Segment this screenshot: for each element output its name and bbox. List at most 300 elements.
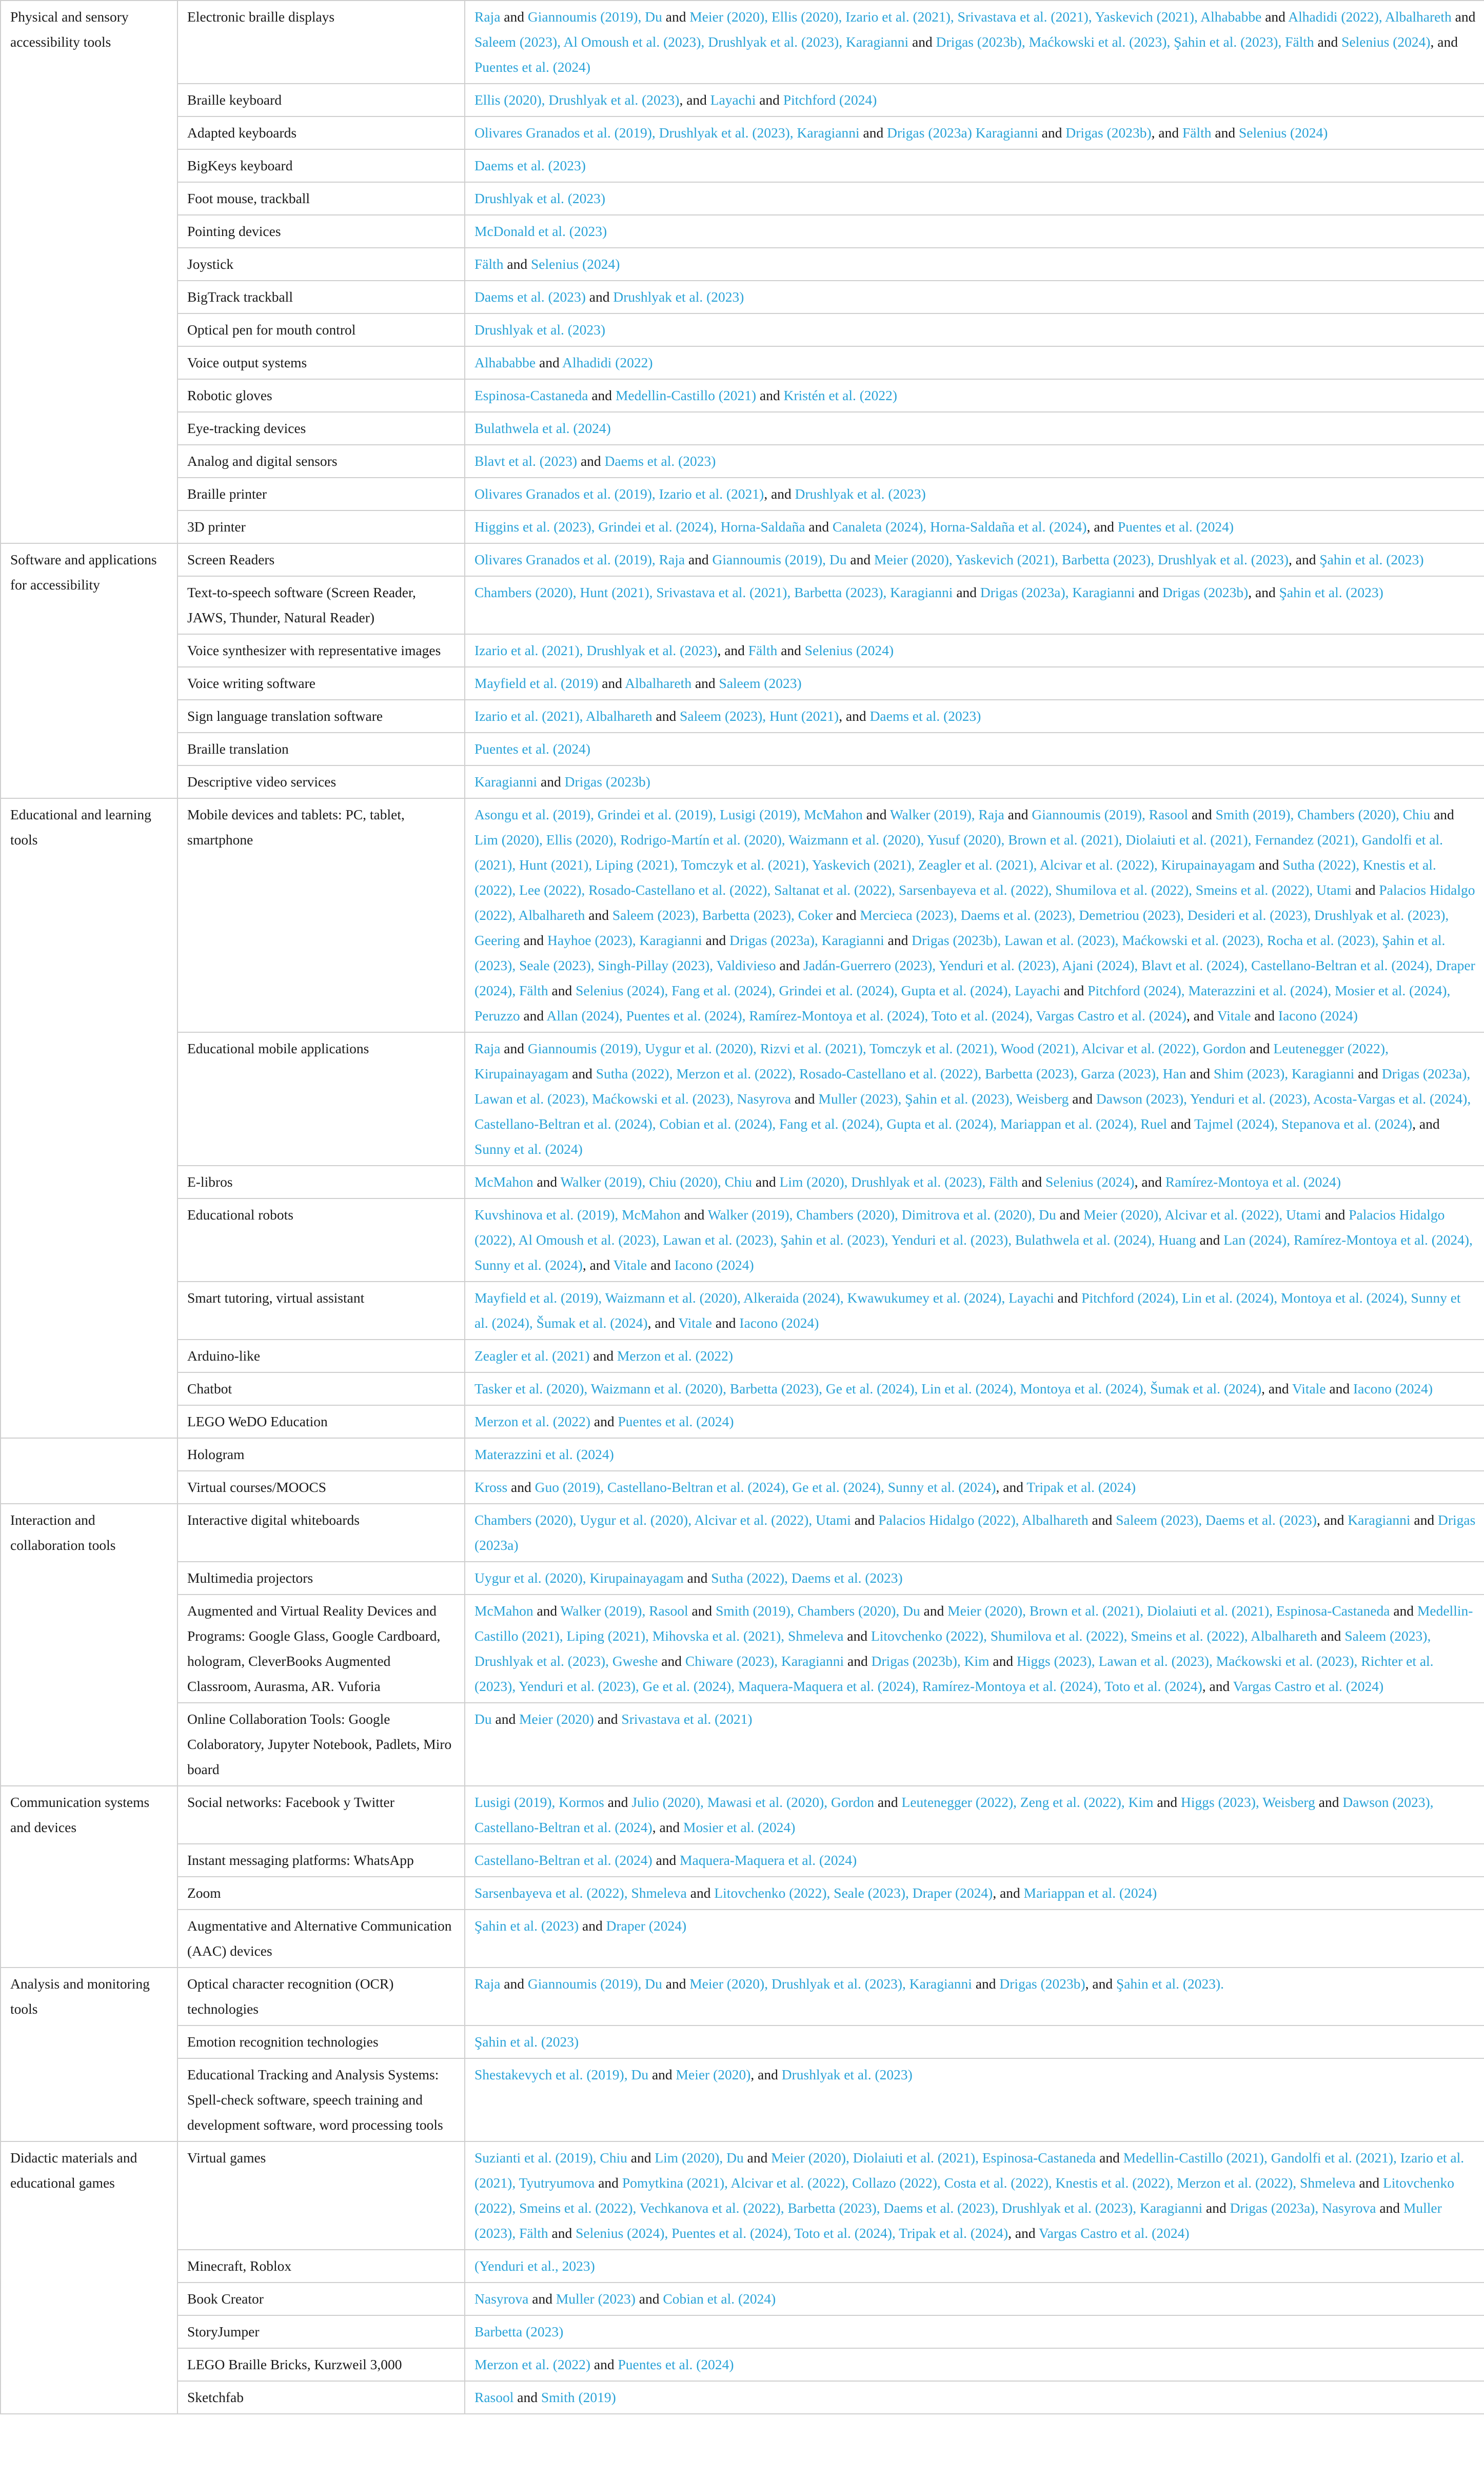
conjunction-text: and bbox=[536, 355, 563, 370]
citation-link[interactable]: Bulathwela et al. (2024) bbox=[474, 420, 611, 436]
references-cell[interactable] bbox=[465, 2250, 1484, 2283]
references-cell[interactable] bbox=[465, 1, 1484, 84]
citation-link[interactable]: Selenius (2024), Fang et al. (2024), Grindei et al. (2024), Gupta et al. (2024), Layachi bbox=[576, 982, 1060, 998]
citation-link[interactable]: Pomytkina (2021), Alcivar et al. (2022), Collazo (2022), Costa et al. (2022), Knestis et al. (2022), Merzon et al. (2022), Shmeleva bbox=[622, 2175, 1356, 2191]
references-cell[interactable] bbox=[465, 765, 1484, 798]
tool-cell: Virtual courses/MOOCS bbox=[177, 1471, 465, 1504]
references-cell[interactable] bbox=[465, 248, 1484, 281]
citation-link[interactable]: Materazzini et al. (2024) bbox=[474, 1446, 614, 1462]
citation-link[interactable]: Julio (2020), Mawasi et al. (2020), Gordon bbox=[631, 1794, 875, 1810]
citation-link[interactable]: Medellin-Castillo (2021), Gandolfi et al. (2021), Izario et al. (2021), Tyutryumova bbox=[474, 2150, 1465, 2191]
conjunction-text: , and bbox=[717, 642, 748, 658]
references-cell[interactable] bbox=[465, 2058, 1484, 2141]
citation-link[interactable]: Şahin et al. (2023) bbox=[1319, 552, 1424, 567]
citation-link[interactable]: Sarsenbayeva et al. (2022), Shmeleva bbox=[474, 1885, 687, 1901]
citation-link[interactable]: Puentes et al. (2024) bbox=[474, 59, 591, 75]
tool-cell: Arduino-like bbox=[177, 1340, 465, 1372]
citation-link[interactable]: Puentes et al. (2024) bbox=[618, 1413, 734, 1429]
citation-link[interactable]: Karagianni bbox=[1348, 1512, 1411, 1528]
citation-link[interactable]: Saleem (2023), Daems et al. (2023) bbox=[1116, 1512, 1317, 1528]
citation-link[interactable]: Sunny et al. (2024) bbox=[474, 1141, 583, 1157]
citation-link[interactable]: Meier (2020), Drushlyak et al. (2023), Karagianni bbox=[689, 1976, 972, 1992]
citation-link[interactable]: Sutha (2022), Knestis et al. (2022), Lee (2022), Rosado-Castellano et al. (2022), Saltanat et al. (2022), Sarsenbayeva et al. (2022), Shumilova et al. (2022), Smeins et al. (2022), Utami bbox=[474, 857, 1436, 898]
references-cell[interactable] bbox=[465, 1786, 1484, 1844]
conjunction-text: , and bbox=[1261, 1381, 1292, 1397]
citation-link[interactable]: Uygur et al. (2020), Kirupainayagam bbox=[474, 1570, 684, 1586]
citation-link[interactable]: McDonald et al. (2023) bbox=[474, 223, 607, 239]
references-cell[interactable] bbox=[465, 543, 1484, 576]
citation-link[interactable]: Selenius (2024), Puentes et al. (2024), Toto et al. (2024), Tripak et al. (2024) bbox=[576, 2225, 1008, 2241]
citation-link[interactable]: Şahin et al. (2023) bbox=[1279, 584, 1383, 600]
citation-link[interactable]: Lim (2020), Du bbox=[655, 2150, 744, 2166]
citation-link[interactable]: Şahin et al. (2023) bbox=[474, 2034, 579, 2050]
citation-link[interactable]: Ellis (2020), Drushlyak et al. (2023) bbox=[474, 92, 680, 108]
conjunction-text: and bbox=[1054, 1290, 1082, 1306]
citation-link[interactable]: Chambers (2020), Uygur et al. (2020), Alcivar et al. (2022), Utami bbox=[474, 1512, 851, 1528]
citation-link[interactable]: Vargas Castro et al. (2024) bbox=[1038, 2225, 1190, 2241]
references-cell[interactable] bbox=[465, 1504, 1484, 1562]
citation-link[interactable]: Tripak et al. (2024) bbox=[1026, 1479, 1136, 1495]
references-cell[interactable] bbox=[465, 478, 1484, 510]
citation-link[interactable]: Medellin-Castillo (2021) bbox=[615, 387, 757, 403]
table-row bbox=[1, 84, 1484, 116]
citation-link[interactable]: Higgs (2023), Lawan et al. (2023), Maćkowski et al. (2023), Richter et al. (2023), Yenduri et al. (2023), Ge et al. (2024), Maquera-Maquera et al. (2024), Ramírez-Montoya et al. (2024), Toto et al. (2024) bbox=[474, 1653, 1434, 1694]
tool-cell: Optical character recognition (OCR) technologies bbox=[177, 1968, 465, 2025]
conjunction-text: and bbox=[844, 1653, 872, 1669]
citation-link[interactable]: Kross bbox=[474, 1479, 508, 1495]
tool-cell: Online Collaboration Tools: Google Colaboratory, Jupyter Notebook, Padlets, Miro board bbox=[177, 1703, 465, 1786]
conjunction-text: and bbox=[590, 2356, 618, 2372]
conjunction-text: , and bbox=[1430, 34, 1458, 50]
citation-link[interactable]: Du bbox=[474, 1711, 492, 1727]
tool-cell: Interactive digital whiteboards bbox=[177, 1504, 465, 1562]
references-cell[interactable] bbox=[465, 1372, 1484, 1405]
conjunction-text: , and bbox=[1202, 1678, 1233, 1694]
conjunction-text: and bbox=[862, 807, 890, 822]
references-cell[interactable] bbox=[465, 1438, 1484, 1471]
citation-link[interactable]: Higgs (2023), Weisberg bbox=[1181, 1794, 1315, 1810]
references-cell[interactable] bbox=[465, 313, 1484, 346]
citation-link[interactable]: Mariappan et al. (2024) bbox=[1023, 1885, 1157, 1901]
tool-cell: Emotion recognition technologies bbox=[177, 2025, 465, 2058]
citation-link[interactable]: Allan (2024), Puentes et al. (2024), Ramírez-Montoya et al. (2024), Toto et al. (2024), Vargas Castro et al. (2024) bbox=[546, 1008, 1187, 1024]
citation-link[interactable]: Iacono (2024) bbox=[1278, 1008, 1358, 1024]
citation-link[interactable]: Dawson (2023), Castellano-Beltran et al. (2024) bbox=[474, 1794, 1434, 1835]
references-cell[interactable] bbox=[465, 2348, 1484, 2381]
citation-link[interactable]: Sutha (2022), Daems et al. (2023) bbox=[711, 1570, 903, 1586]
citation-link[interactable]: Drigas (2023b) bbox=[1065, 125, 1152, 141]
citation-link[interactable]: Litovchenko (2022), Smeins et al. (2022), Vechkanova et al. (2022), Barbetta (2023), Daems et al. (2023), Drushlyak et al. (2023), Karagianni bbox=[474, 2175, 1454, 2216]
references-cell[interactable] bbox=[465, 733, 1484, 765]
citation-link[interactable]: Fälth bbox=[474, 256, 504, 272]
citation-link[interactable]: Kristén et al. (2022) bbox=[783, 387, 898, 403]
citation-link[interactable]: Vitale bbox=[1292, 1381, 1326, 1397]
citation-link[interactable]: Nasyrova bbox=[474, 2291, 529, 2307]
citation-link[interactable]: Walker (2019), Chambers (2020), Dimitrova et al. (2020), Du bbox=[707, 1207, 1056, 1223]
citation-link[interactable]: Lim (2020), Ellis (2020), Rodrigo-Martín et al. (2020), Waizmann et al. (2020), Yusuf (2020), Brown et al. (2021), Diolaiuti et al. (2021), Fernandez (2021), Gandolfi et al. (2021), Hunt (2021), Liping (2021), Tomczyk et al. (2021), Yaskevich (2021), Zeagler et al. (2021), Alcivar et al. (2022), Kirupainayagam bbox=[474, 832, 1443, 873]
citation-link[interactable]: Alhadidi (2022) bbox=[562, 355, 653, 370]
conjunction-text: and bbox=[647, 1257, 675, 1273]
references-cell[interactable] bbox=[465, 1877, 1484, 1910]
conjunction-text: , and bbox=[1085, 1976, 1117, 1992]
citation-link[interactable]: Giannoumis (2019), Du bbox=[527, 1976, 662, 1992]
citation-link[interactable]: McMahon bbox=[474, 1603, 533, 1619]
references-cell[interactable] bbox=[465, 379, 1484, 412]
citation-link[interactable]: Smith (2019), Chambers (2020), Chiu bbox=[1215, 807, 1431, 822]
citation-link[interactable]: Litovchenko (2022), Seale (2023), Draper (2024) bbox=[714, 1885, 993, 1901]
citation-link[interactable]: Muller (2023), Fälth bbox=[474, 2200, 1442, 2241]
citation-link[interactable]: Raja bbox=[474, 1040, 501, 1056]
table-row bbox=[1, 116, 1484, 149]
citation-link[interactable]: Chambers (2020), Hunt (2021), Srivastava et al. (2021), Barbetta (2023), Karagianni bbox=[474, 584, 953, 600]
citation-link[interactable]: Canaleta (2024), Horna-Saldaña et al. (2024) bbox=[833, 519, 1087, 535]
citation-link[interactable]: Merzon et al. (2022) bbox=[617, 1348, 733, 1364]
conjunction-text: and bbox=[686, 1885, 715, 1901]
citation-link[interactable]: Izario et al. (2021), Drushlyak et al. (2023) bbox=[474, 642, 718, 658]
conjunction-text: and bbox=[520, 1008, 547, 1024]
tool-cell: Screen Readers bbox=[177, 543, 465, 576]
citation-link[interactable]: Zeagler et al. (2021) bbox=[474, 1348, 590, 1364]
references-cell[interactable] bbox=[465, 1844, 1484, 1877]
citation-link[interactable]: Drushlyak et al. (2023) bbox=[613, 289, 744, 305]
references-cell[interactable] bbox=[465, 1910, 1484, 1968]
conjunction-text: and bbox=[1351, 882, 1379, 898]
citation-link[interactable]: Drigas (2023a), Lawan et al. (2023), Maćkowski et al. (2023), Nasyrova bbox=[474, 1066, 1471, 1107]
citation-link[interactable]: Selenius (2024) bbox=[1045, 1174, 1135, 1190]
references-cell[interactable] bbox=[465, 798, 1484, 1032]
citation-link[interactable]: Vitale bbox=[1217, 1008, 1251, 1024]
citation-link[interactable]: Daems et al. (2023) bbox=[474, 158, 586, 173]
citation-link[interactable]: Drigas (2023b) bbox=[564, 774, 650, 790]
citation-link[interactable]: (Yenduri et al., 2023) bbox=[474, 2258, 595, 2274]
conjunction-text: and bbox=[579, 1918, 606, 1934]
conjunction-text: and bbox=[846, 552, 875, 567]
citation-link[interactable]: Suzianti et al. (2019), Chiu bbox=[474, 2150, 627, 2166]
citation-link[interactable]: Drushlyak et al. (2023) bbox=[795, 486, 926, 502]
conjunction-text: and bbox=[752, 1174, 780, 1190]
citation-link[interactable]: Merzon et al. (2022) bbox=[474, 1413, 591, 1429]
citation-link[interactable]: Puentes et al. (2024) bbox=[618, 2356, 734, 2372]
conjunction-text: and bbox=[1410, 1512, 1438, 1528]
table-row bbox=[1, 2381, 1484, 2414]
citation-link[interactable]: Maquera-Maquera et al. (2024) bbox=[680, 1852, 857, 1868]
citation-link[interactable]: Asongu et al. (2019), Grindei et al. (2019), Lusigi (2019), McMahon bbox=[474, 807, 863, 822]
references-cell[interactable] bbox=[465, 2283, 1484, 2315]
citation-link[interactable]: Albalhareth bbox=[625, 675, 692, 691]
citation-link[interactable]: Vitale bbox=[613, 1257, 647, 1273]
citation-link[interactable]: McMahon bbox=[474, 1174, 533, 1190]
citation-link[interactable]: Vitale bbox=[678, 1315, 712, 1331]
citation-link[interactable]: Selenius (2024) bbox=[531, 256, 620, 272]
references-cell[interactable] bbox=[465, 182, 1484, 215]
references-cell[interactable] bbox=[465, 1595, 1484, 1703]
citation-link[interactable]: Giannoumis (2019), Uygur et al. (2020), Rizvi et al. (2021), Tomczyk et al. (2021), Wood (2021), Alcivar et al. (2022), Gordon bbox=[527, 1040, 1246, 1056]
table-row bbox=[1, 1438, 1484, 1471]
citation-link[interactable]: Meier (2020), Diolaiuti et al. (2021), Espinosa-Castaneda bbox=[771, 2150, 1096, 2166]
references-cell[interactable] bbox=[465, 215, 1484, 248]
citation-link[interactable]: Drigas (2023a), Karagianni bbox=[980, 584, 1135, 600]
tool-cell: Sketchfab bbox=[177, 2381, 465, 2414]
references-cell[interactable] bbox=[465, 1166, 1484, 1198]
table-row bbox=[1, 412, 1484, 445]
references-cell[interactable] bbox=[465, 510, 1484, 543]
citation-link[interactable]: Drushlyak et al. (2023) bbox=[781, 2067, 913, 2082]
citation-link[interactable]: Smith (2019), Chambers (2020), Du bbox=[716, 1603, 920, 1619]
citation-link[interactable]: Drigas (2023a), Nasyrova bbox=[1230, 2200, 1376, 2216]
conjunction-text: and bbox=[1186, 1066, 1214, 1081]
citation-link[interactable]: Tasker et al. (2020), Waizmann et al. (2020), Barbetta (2023), Ge et al. (2024), Lin et al. (2024), Montoya et al. (2024), Šumak et al. (2024) bbox=[474, 1381, 1262, 1397]
table-row bbox=[1, 2348, 1484, 2381]
references-cell[interactable] bbox=[465, 2141, 1484, 2250]
conjunction-text: and bbox=[920, 1603, 948, 1619]
citation-link[interactable]: Shim (2023), Karagianni bbox=[1214, 1066, 1355, 1081]
references-cell[interactable] bbox=[465, 1198, 1484, 1282]
references-cell[interactable] bbox=[465, 445, 1484, 478]
citation-link[interactable]: Drigas (2023b) bbox=[999, 1976, 1085, 1992]
citation-link[interactable]: Saleem (2023), Barbetta (2023), Coker bbox=[612, 907, 833, 923]
citation-link[interactable]: Saleem (2023), Hunt (2021) bbox=[680, 708, 839, 724]
citation-link[interactable]: Daems et al. (2023) bbox=[474, 289, 586, 305]
citation-link[interactable]: Espinosa-Castaneda bbox=[474, 387, 588, 403]
citation-link[interactable]: Walker (2019), Raja bbox=[889, 807, 1004, 822]
citation-link[interactable]: Kuvshinova et al. (2019), McMahon bbox=[474, 1207, 681, 1223]
citation-link[interactable]: Mayfield et al. (2019) bbox=[474, 675, 599, 691]
citation-link[interactable]: Alhababbe bbox=[474, 355, 536, 370]
citation-link[interactable]: Daems et al. (2023) bbox=[869, 708, 981, 724]
citation-link[interactable]: Saleem (2023) bbox=[719, 675, 802, 691]
citation-link[interactable]: Smith (2019) bbox=[541, 2389, 616, 2405]
table-row bbox=[1, 149, 1484, 182]
table-body bbox=[1, 1, 1484, 2414]
citation-link[interactable]: Drigas (2023a), Karagianni bbox=[729, 932, 884, 948]
citation-link[interactable]: Hayhoe (2023), Karagianni bbox=[547, 932, 702, 948]
citation-link[interactable]: Blavt et al. (2023) bbox=[474, 453, 578, 469]
citation-link[interactable]: Izario et al. (2021), Albalhareth bbox=[474, 708, 652, 724]
citation-link[interactable]: Pitchford (2024) bbox=[783, 92, 877, 108]
citation-link[interactable]: Meier (2020), Ellis (2020), Izario et al. (2021), Srivastava et al. (2021), Yaskevich (2021), Alhababbe bbox=[689, 9, 1262, 25]
references-cell[interactable] bbox=[465, 1471, 1484, 1504]
table-row bbox=[1, 1166, 1484, 1198]
conjunction-text: and bbox=[593, 1711, 622, 1727]
tool-cell: E-libros bbox=[177, 1166, 465, 1198]
conjunction-text: and bbox=[859, 125, 887, 141]
conjunction-text: and bbox=[513, 2389, 541, 2405]
references-cell[interactable] bbox=[465, 1968, 1484, 2025]
conjunction-text: and bbox=[1255, 857, 1283, 873]
conjunction-text: and bbox=[585, 907, 612, 923]
references-cell[interactable] bbox=[465, 116, 1484, 149]
citation-link[interactable]: Meier (2020) bbox=[519, 1711, 594, 1727]
references-cell[interactable] bbox=[465, 1405, 1484, 1438]
references-cell[interactable] bbox=[465, 1340, 1484, 1372]
conjunction-text: and bbox=[688, 1603, 716, 1619]
references-cell[interactable] bbox=[465, 2025, 1484, 2058]
conjunction-text: , and bbox=[839, 708, 870, 724]
citation-link[interactable]: Layachi bbox=[710, 92, 756, 108]
citation-link[interactable]: Iacono (2024) bbox=[739, 1315, 819, 1331]
references-cell[interactable] bbox=[465, 576, 1484, 634]
citation-link[interactable]: Shestakevych et al. (2019), Du bbox=[474, 2067, 649, 2082]
tool-cell: BigTrack trackball bbox=[177, 281, 465, 313]
conjunction-text: and bbox=[1251, 1008, 1278, 1024]
references-cell[interactable] bbox=[465, 634, 1484, 667]
citation-link[interactable]: Drigas (2023b), Kim bbox=[871, 1653, 990, 1669]
citation-link[interactable]: Giannoumis (2019), Du bbox=[712, 552, 847, 567]
citation-link[interactable]: Pitchford (2024), Materazzini et al. (2024), Mosier et al. (2024), Peruzzo bbox=[474, 982, 1451, 1024]
citation-link[interactable]: Castellano-Beltran et al. (2024) bbox=[474, 1852, 652, 1868]
citation-link[interactable]: Dawson (2023), Yenduri et al. (2023), Acosta-Vargas et al. (2024), Castellano-Beltran et al. (2024), Cobian et al. (2024), Fang et al. (2024), Gupta et al. (2024), Mariappan et al. (2024), Ruel bbox=[474, 1091, 1471, 1132]
citation-link[interactable]: Chiware (2023), Karagianni bbox=[685, 1653, 844, 1669]
citation-link[interactable]: Drigas (2023a) Karagianni bbox=[887, 125, 1038, 141]
citation-link[interactable]: Drigas (2023b) bbox=[1162, 584, 1249, 600]
citation-link[interactable]: Mercieca (2023), Daems et al. (2023), Demetriou (2023), Desideri et al. (2023), Drushlyak et al. (2023), Geering bbox=[474, 907, 1449, 948]
citation-link[interactable]: Pitchford (2024), Lin et al. (2024), Montoya et al. (2024), Sunny et al. (2024), Šumak et al. (2024) bbox=[474, 1290, 1461, 1331]
citation-link[interactable]: Lim (2020), Drushlyak et al. (2023), Fälth bbox=[779, 1174, 1018, 1190]
references-cell[interactable] bbox=[465, 667, 1484, 700]
citation-link[interactable]: Palacios Hidalgo (2022), Albalhareth bbox=[474, 882, 1475, 923]
citation-link[interactable]: Mayfield et al. (2019), Waizmann et al. (2020), Alkeraida (2024), Kwawukumey et al. (2024), Layachi bbox=[474, 1290, 1054, 1306]
citation-link[interactable]: Srivastava et al. (2021) bbox=[621, 1711, 753, 1727]
citation-link[interactable]: Drigas (2023b), Lawan et al. (2023), Maćkowski et al. (2023), Rocha et al. (2023), Şahin et al. (2023), Seale (2023), Singh-Pillay (2023), Valdivieso bbox=[474, 932, 1446, 973]
table-row bbox=[1, 2283, 1484, 2315]
citation-link[interactable]: Fälth bbox=[1182, 125, 1212, 141]
citation-link[interactable]: Drushlyak et al. (2023) bbox=[474, 322, 606, 338]
citation-link[interactable]: Meier (2020) bbox=[676, 2067, 751, 2082]
citation-link[interactable]: Barbetta (2023) bbox=[474, 2324, 564, 2339]
conjunction-text: , and bbox=[647, 1315, 679, 1331]
references-cell[interactable] bbox=[465, 2381, 1484, 2414]
references-cell[interactable] bbox=[465, 412, 1484, 445]
citation-link[interactable]: Saleem (2023), Drushlyak et al. (2023), Gweshe bbox=[474, 1628, 1431, 1669]
references-cell[interactable] bbox=[465, 2315, 1484, 2348]
citation-link[interactable]: Raja bbox=[474, 9, 501, 25]
citation-link[interactable]: Tajmel (2024), Stepanova et al. (2024) bbox=[1194, 1116, 1413, 1132]
citation-link[interactable]: Vargas Castro et al. (2024) bbox=[1233, 1678, 1384, 1694]
citation-link[interactable]: Sutha (2022), Merzon et al. (2022), Rosado-Castellano et al. (2022), Barbetta (2023), Garza (2023), Han bbox=[596, 1066, 1186, 1081]
citation-link[interactable]: Puentes et al. (2024) bbox=[1117, 519, 1234, 535]
references-cell[interactable] bbox=[465, 346, 1484, 379]
citation-link[interactable]: Drushlyak et al. (2023) bbox=[474, 190, 606, 206]
tool-cell: Educational robots bbox=[177, 1198, 465, 1282]
references-cell[interactable] bbox=[465, 1032, 1484, 1166]
table-row bbox=[1, 1405, 1484, 1438]
references-cell[interactable] bbox=[465, 700, 1484, 733]
conjunction-text: and bbox=[1196, 1232, 1224, 1248]
conjunction-text: and bbox=[1376, 2200, 1403, 2216]
citation-link[interactable]: Meier (2020), Brown et al. (2021), Diolaiuti et al. (2021), Espinosa-Castaneda bbox=[947, 1603, 1390, 1619]
citation-link[interactable]: Guo (2019), Castellano-Beltran et al. (2024), Ge et al. (2024), Sunny et al. (2024) bbox=[535, 1479, 996, 1495]
conjunction-text: and bbox=[1018, 1174, 1046, 1190]
references-cell[interactable] bbox=[465, 1562, 1484, 1595]
table-row bbox=[1, 1968, 1484, 2025]
conjunction-text: and bbox=[548, 982, 576, 998]
citation-link[interactable]: Muller (2023) bbox=[556, 2291, 636, 2307]
citation-link[interactable]: Olivares Granados et al. (2019), Raja bbox=[474, 552, 685, 567]
citation-link[interactable]: Olivares Granados et al. (2019), Drushlyak et al. (2023), Karagianni bbox=[474, 125, 860, 141]
citation-link[interactable]: Medellin-Castillo (2021), Liping (2021), Mihovska et al. (2021), Shmeleva bbox=[474, 1603, 1473, 1644]
conjunction-text: and bbox=[1261, 9, 1289, 25]
citation-link[interactable]: Karagianni bbox=[474, 774, 538, 790]
conjunction-text: and bbox=[568, 1066, 596, 1081]
conjunction-text: and bbox=[662, 1976, 690, 1992]
tool-cell: Joystick bbox=[177, 248, 465, 281]
citation-link[interactable]: Muller (2023), Şahin et al. (2023), Weisberg bbox=[818, 1091, 1069, 1107]
citation-link[interactable]: Giannoumis (2019), Du bbox=[527, 9, 662, 25]
citation-link[interactable]: Saleem (2023), Al Omoush et al. (2023), Drushlyak et al. (2023), Karagianni bbox=[474, 34, 909, 50]
citation-link[interactable]: Alhadidi (2022), Albalhareth bbox=[1288, 9, 1452, 25]
citation-link[interactable]: Meier (2020), Alcivar et al. (2022), Utami bbox=[1083, 1207, 1321, 1223]
citation-link[interactable]: Şahin et al. (2023) bbox=[474, 1918, 579, 1934]
table-row bbox=[1, 733, 1484, 765]
citation-link[interactable]: Walker (2019), Chiu (2020), Chiu bbox=[560, 1174, 753, 1190]
citation-link[interactable]: Higgins et al. (2023), Grindei et al. (2024), Horna-Saldaña bbox=[474, 519, 805, 535]
table-row bbox=[1, 1786, 1484, 1844]
citation-link[interactable]: Cobian et al. (2024) bbox=[663, 2291, 776, 2307]
references-cell[interactable] bbox=[465, 149, 1484, 182]
citation-link[interactable]: Palacios Hidalgo (2022), Albalhareth bbox=[878, 1512, 1089, 1528]
conjunction-text: and bbox=[683, 1570, 711, 1586]
references-cell[interactable] bbox=[465, 1282, 1484, 1340]
conjunction-text: and bbox=[500, 9, 528, 25]
citation-link[interactable]: Drigas (2023b), Maćkowski et al. (2023), Şahin et al. (2023), Fälth bbox=[936, 34, 1314, 50]
citation-link[interactable]: Giannoumis (2019), Rasool bbox=[1032, 807, 1189, 822]
citation-link[interactable]: Litovchenko (2022), Shumilova et al. (2022), Smeins et al. (2022), Albalhareth bbox=[870, 1628, 1317, 1644]
citation-link[interactable]: Palacios Hidalgo (2022), Al Omoush et al. (2023), Lawan et al. (2023), Şahin et al. (2023), Yenduri et al. (2023), Bulathwela et al. (2024), Huang bbox=[474, 1207, 1445, 1248]
tool-cell: Smart tutoring, virtual assistant bbox=[177, 1282, 465, 1340]
citation-link[interactable]: Iacono (2024) bbox=[1353, 1381, 1433, 1397]
references-cell[interactable] bbox=[465, 1703, 1484, 1786]
citation-link[interactable]: Jadán-Guerrero (2023), Yenduri et al. (2023), Ajani (2024), Blavt et al. (2024), Castellano-Beltran et al. (2024), Draper (2024), Fälth bbox=[474, 957, 1475, 998]
conjunction-text: and bbox=[1451, 9, 1476, 25]
citation-link[interactable]: Şahin et al. (2023). bbox=[1116, 1976, 1224, 1992]
citation-link[interactable]: Selenius (2024) bbox=[1238, 125, 1328, 141]
citation-link[interactable]: Meier (2020), Yaskevich (2021), Barbetta (2023), Drushlyak et al. (2023) bbox=[874, 552, 1289, 567]
conjunction-text: and bbox=[1153, 1794, 1181, 1810]
citation-link[interactable]: Drigas (2023a) bbox=[474, 1512, 1476, 1553]
citation-link[interactable]: Lan (2024), Ramírez-Montoya et al. (2024), Sunny et al. (2024) bbox=[474, 1232, 1473, 1273]
citation-link[interactable]: Olivares Granados et al. (2019), Izario et al. (2021) bbox=[474, 486, 764, 502]
conjunction-text: , and bbox=[1008, 2225, 1039, 2241]
citation-link[interactable]: Merzon et al. (2022) bbox=[474, 2356, 591, 2372]
conjunction-text: , and bbox=[1289, 552, 1320, 567]
table-row bbox=[1, 346, 1484, 379]
citation-link[interactable]: Puentes et al. (2024) bbox=[474, 741, 591, 757]
citation-link[interactable]: Rasool bbox=[474, 2389, 514, 2405]
citation-link[interactable]: Iacono (2024) bbox=[674, 1257, 754, 1273]
citation-link[interactable]: Fälth bbox=[748, 642, 778, 658]
citation-link[interactable]: Ramírez-Montoya et al. (2024) bbox=[1165, 1174, 1341, 1190]
citation-link[interactable]: Selenius (2024) bbox=[804, 642, 894, 658]
conjunction-text: and bbox=[1096, 2150, 1123, 2166]
citation-link[interactable]: Selenius (2024) bbox=[1341, 34, 1431, 50]
conjunction-text: and bbox=[577, 453, 605, 469]
citation-link[interactable]: Leutenegger (2022), Kirupainayagam bbox=[474, 1040, 1389, 1081]
references-cell[interactable] bbox=[465, 84, 1484, 116]
citation-link[interactable]: Leutenegger (2022), Zeng et al. (2022), Kim bbox=[901, 1794, 1154, 1810]
citation-link[interactable]: Lusigi (2019), Kormos bbox=[474, 1794, 604, 1810]
tool-cell: LEGO WeDO Education bbox=[177, 1405, 465, 1438]
citation-link[interactable]: Raja bbox=[474, 1976, 501, 1992]
citation-link[interactable]: Draper (2024) bbox=[606, 1918, 687, 1934]
citation-link[interactable]: Walker (2019), Rasool bbox=[560, 1603, 688, 1619]
citation-link[interactable]: Daems et al. (2023) bbox=[604, 453, 716, 469]
conjunction-text: and bbox=[691, 675, 719, 691]
tool-cell: LEGO Braille Bricks, Kurzweil 3,000 bbox=[177, 2348, 465, 2381]
conjunction-text: and bbox=[652, 708, 680, 724]
citation-link[interactable]: Mosier et al. (2024) bbox=[683, 1819, 796, 1835]
references-cell[interactable] bbox=[465, 281, 1484, 313]
conjunction-text: and bbox=[1354, 1066, 1382, 1081]
